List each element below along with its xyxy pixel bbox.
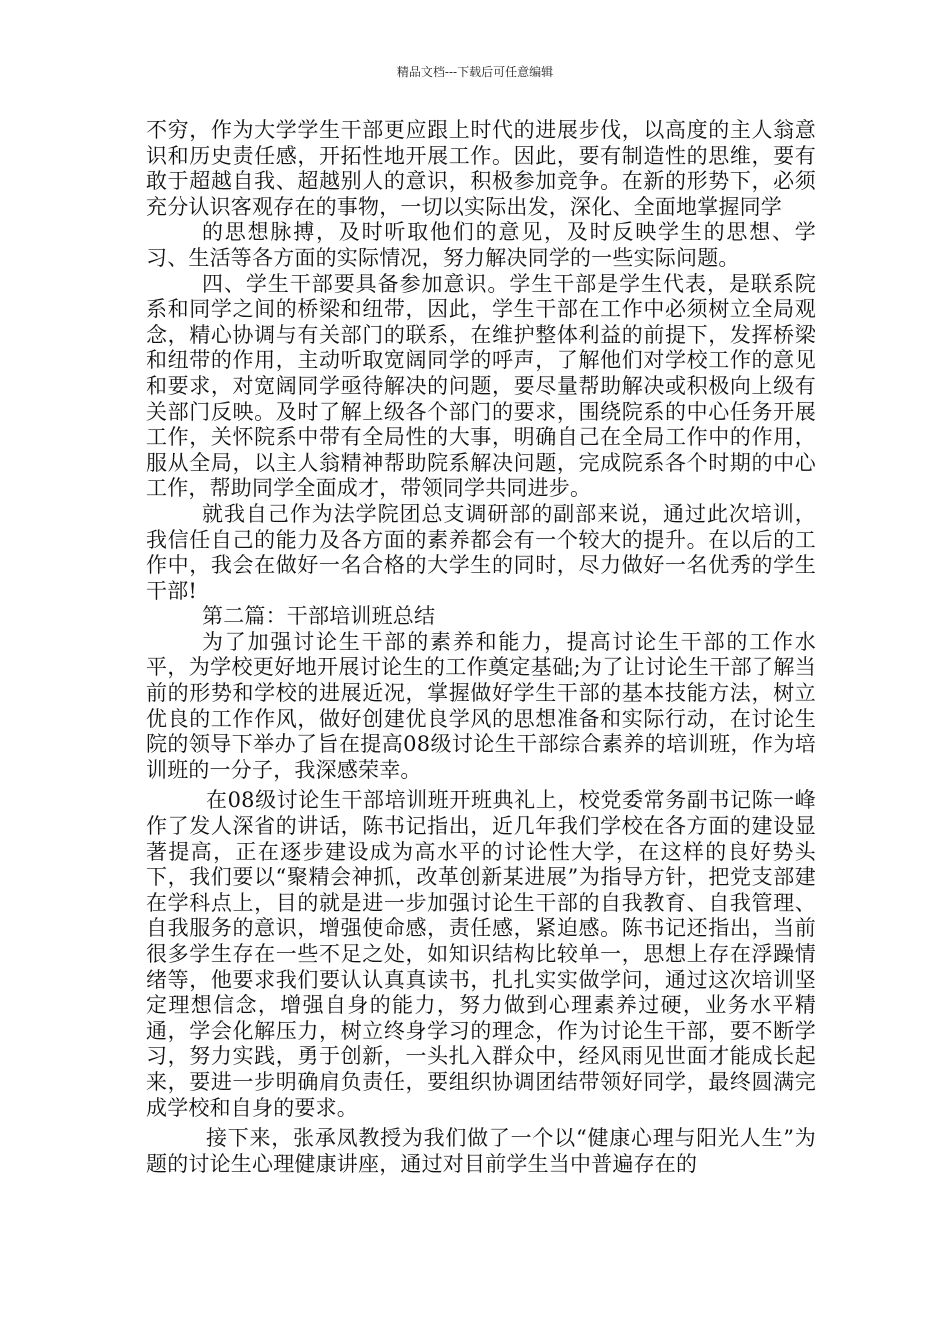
document-body [146, 118, 816, 1177]
paragraph: 在08级讨论生干部培训班开班典礼上，校党委常务副书记陈一峰作了发人深省的讲话，陈书记指出，近几年我们学校在各方面的建设显著提高，正在逐步建设成为高水平的讨论性大学，在这样的良好势头下，我们要以“聚精会神抓，改革创新某进展”为指导方针，把党支部建在学科点上，目的就是进一步加强讨论生干部的自我教育、自我管理、自我服务的意识，增强使命感，责任感，紧迫感。陈书记还指出，当前很多学生存在一些不足之处，如知识结构比较单一，思想上存在浮躁情绪等，他要求我们要认认真真读书，扎扎实实做学问，通过这次培训坚定理想信念，增强自身的能力，努力做到心理素养过硬，业务水平精通，学会化解压力，树立终身学习的理念，作为讨论生干部，要不断学习，努力实践，勇于创新，一头扎入群众中，经风雨见世面才能成长起来，要进一步明确肩负责任，要组织协调团结带领好同学，最终圆满完成学校和自身的要求。 [146, 788, 816, 1120]
paragraph: 接下来，张承凤教授为我们做了一个以“健康心理与阳光人生”为题的讨论生心理健康讲座，通过对目前学生当中普遍存在的 [146, 1126, 816, 1176]
paragraph-continuation: 不穷，作为大学学生干部更应跟上时代的进展步伐，以高度的主人翁意识和历史责任感，开拓性地开展工作。因此，要有制造性的思维，要有敢于超越自我、超越别人的意识，积极参加竞争。在新的形势下，必须充分认识客观存在的事物，一切以实际出发，深化、全面地掌握同学 [146, 118, 816, 219]
paragraph: 的思想脉搏，及时听取他们的意见，及时反映学生的思想、学习、生活等各方面的实际情况，努力解决同学的一些实际问题。 [146, 220, 816, 270]
page-header: 精品文档---下载后可任意编辑 [396, 65, 554, 79]
paragraph-section-four: 四、学生干部要具备参加意识。学生干部是学生代表，是联系院系和同学之间的桥梁和纽带，因此，学生干部在工作中必须树立全局观念，精心协调与有关部门的联系，在维护整体利益的前提下，发挥桥梁和纽带的作用，主动听取宽阔同学的呼声，了解他们对学校工作的意见和要求，对宽阔同学亟待解决的问题，要尽量帮助解决或积极向上级有关部门反映。及时了解上级各个部门的要求，围绕院系的中心任务开展工作，关怀院系中带有全局性的大事，明确自己在全局工作中的作用，服从全局，以主人翁精神帮助院系解决问题，完成院系各个时期的中心工作，帮助同学全面成才，带领同学共同进步。 [146, 271, 816, 501]
section-heading: 第二篇：干部培训班总结 [202, 604, 436, 629]
paragraph: 就我自己作为法学院团总支调研部的副部来说，通过此次培训，我信任自己的能力及各方面的素养都会有一个较大的提升。在以后的工作中，我会在做好一名合格的大学生的同时，尽力做好一名优秀的学生干部! [146, 501, 816, 603]
paragraph: 为了加强讨论生干部的素养和能力，提高讨论生干部的工作水平，为学校更好地开展讨论生的工作奠定基础;为了让讨论生干部了解当前的形势和学校的进展近况，掌握做好学生干部的基本技能方法，树立优良的工作作风，做好创建优良学风的思想准备和实际行动，在讨论生院的领导下举办了旨在提高08级讨论生干部综合素养的培训班，作为培训班的一分子，我深感荣幸。 [146, 629, 816, 782]
